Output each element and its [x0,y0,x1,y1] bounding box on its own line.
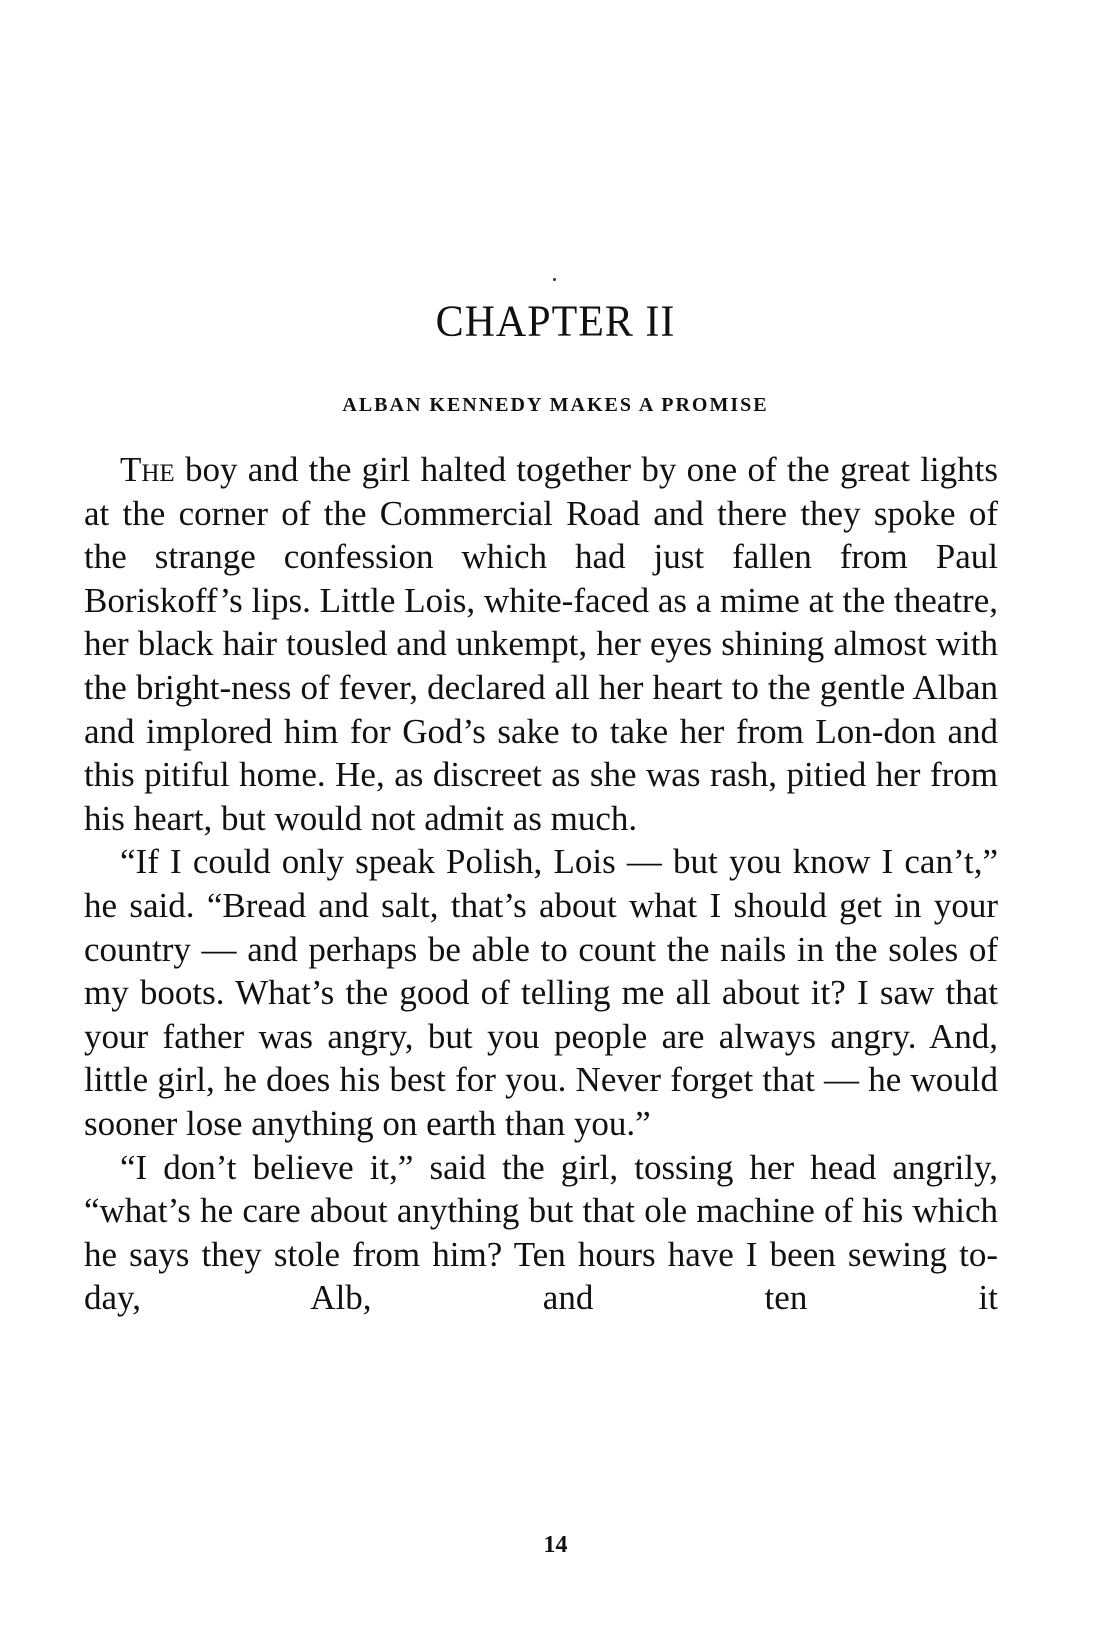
paragraph [84,840,998,1145]
paragraph-text: “I don’t believe it,” said the girl, tossing her head angrily, “what’s he care about anything but that ole machine of his which he says they stole from him? Ten hours have I been sewing to-day, Alb, and ten it [84,1147,998,1318]
paragraph-text: boy and the girl halted together by one of the great lights at the corner of the Commercial Road and there they spoke of the strange confession which had just fallen from Paul Boriskoff’s lips. Little Lois, white-faced as a mime at the theatre, her black hair tousled and unkempt, her eyes shining almost with the bright-ness of fever, declared all her heart to the gentle Alban and implored him for God’s sake to take her from Lon-don and this pitiful home. He, as discreet as she was rash, pitied her from his heart, but would not admit as much. [84,450,998,838]
paragraph-lead: The [120,450,175,489]
paragraph-text: “If I could only speak Polish, Lois — but you know I can’t,” he said. “Bread and salt, that’s about what I should get in your country — and perhaps be able to count the nails in the soles of my boots. What’s the good of telling me all about it? I saw that your father was angry, but you people are always angry. And, little girl, he does his best for you. Never forget that — he would sooner lose anything on earth than you.” [84,842,998,1143]
paragraph [84,1146,998,1320]
paragraph [84,448,998,840]
chapter-subtitle: ALBAN KENNEDY MAKES A PROMISE [342,394,769,416]
page-number: 14 [543,1532,568,1558]
body-text [84,448,998,1320]
chapter-heading: CHAPTER II [435,297,676,347]
ink-speck [553,278,556,281]
